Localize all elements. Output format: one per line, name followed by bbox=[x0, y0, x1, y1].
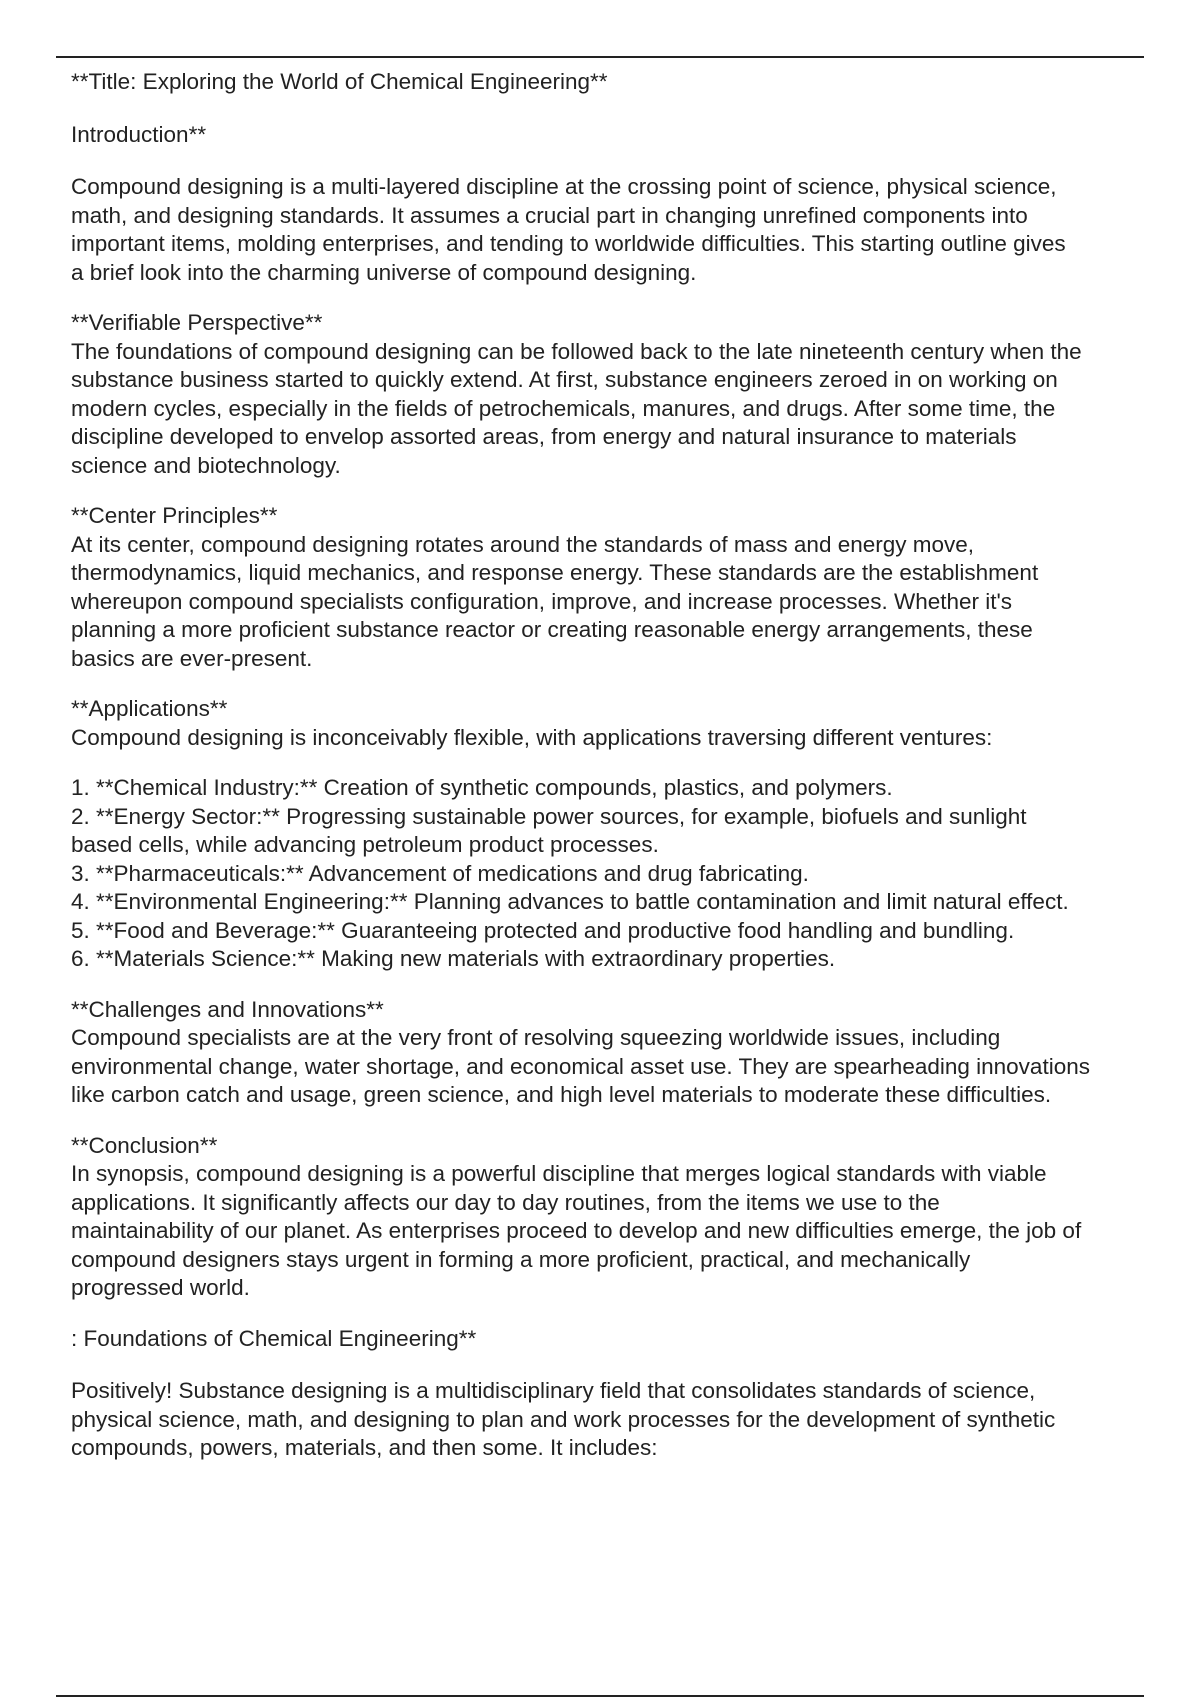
document-body bbox=[71, 68, 1171, 1463]
top-rule bbox=[56, 56, 1144, 58]
principles-line: basics are ever-present. bbox=[71, 645, 313, 671]
intro-line: Compound designing is a multi-layered discipline at the crossing point of science, physical science, bbox=[71, 174, 1057, 199]
intro-line: math, and designing standards. It assumes a crucial part in changing unrefined components into bbox=[71, 202, 1028, 228]
applications-heading: **Applications** bbox=[71, 696, 228, 721]
intro-line: a brief look into the charming universe of compound designing. bbox=[71, 259, 697, 285]
list-item: 1. **Chemical Industry:** Creation of synthetic compounds, plastics, and polymers. bbox=[71, 775, 893, 800]
applications-section bbox=[71, 695, 1171, 752]
bottom-rule bbox=[56, 1695, 1144, 1697]
conclusion-heading: **Conclusion** bbox=[71, 1132, 218, 1158]
foundations-heading: : Foundations of Chemical Engineering** bbox=[71, 1325, 477, 1351]
conclusion-line: In synopsis, compound designing is a powerful discipline that merges logical standards with viable bbox=[71, 1161, 1047, 1186]
conclusion-line: maintainability of our planet. As enterprises proceed to develop and new difficulties emerge, the job of bbox=[71, 1218, 1082, 1243]
principles-section bbox=[71, 502, 1171, 673]
challenges-section bbox=[71, 996, 1171, 1110]
history-section bbox=[71, 309, 1171, 480]
principles-line: At its center, compound designing rotates around the standards of mass and energy move, bbox=[71, 531, 975, 557]
list-item: based cells, while advancing petroleum product processes. bbox=[71, 832, 659, 857]
list-item: 6. **Materials Science:** Making new materials with extraordinary properties. bbox=[71, 946, 836, 971]
intro-paragraph bbox=[71, 173, 1171, 287]
list-item: 3. **Pharmaceuticals:** Advancement of medications and drug fabricating. bbox=[71, 860, 809, 886]
challenges-heading: **Challenges and Innovations** bbox=[71, 996, 384, 1022]
challenges-line: environmental change, water shortage, and economical asset use. They are spearheading innovations bbox=[71, 1053, 1090, 1079]
intro-heading: Introduction** bbox=[71, 121, 207, 147]
challenges-line: Compound specialists are at the very front of resolving squeezing worldwide issues, including bbox=[71, 1025, 1001, 1050]
list-item: 2. **Energy Sector:** Progressing sustainable power sources, for example, biofuels and sunlight bbox=[71, 803, 1027, 829]
principles-line: thermodynamics, liquid mechanics, and response energy. These standards are the establishment bbox=[71, 560, 1039, 585]
list-item: 4. **Environmental Engineering:** Planning advances to battle contamination and limit natural effect. bbox=[71, 889, 1069, 914]
principles-line: whereupon compound specialists configuration, improve, and increase processes. Whether it's bbox=[71, 588, 1013, 614]
conclusion-line: compound designers stays urgent in forming a more proficient, practical, and mechanically bbox=[71, 1246, 971, 1272]
challenges-line: like carbon catch and usage, green science, and high level materials to moderate these difficulties. bbox=[71, 1082, 1052, 1107]
history-line: discipline developed to envelop assorted areas, from energy and natural insurance to materials bbox=[71, 424, 1017, 449]
applications-intro: Compound designing is inconceivably flexible, with applications traversing different ventures: bbox=[71, 724, 993, 750]
foundations-line: physical science, math, and designing to plan and work processes for the development of synthetic bbox=[71, 1406, 1056, 1432]
list-item: 5. **Food and Beverage:** Guaranteeing protected and productive food handling and bundling. bbox=[71, 917, 1015, 943]
history-line: substance business started to quickly extend. At first, substance engineers zeroed in on working on bbox=[71, 367, 1058, 392]
history-heading: **Verifiable Perspective** bbox=[71, 310, 323, 335]
applications-list bbox=[71, 774, 1171, 974]
history-line: modern cycles, especially in the fields of petrochemicals, manures, and drugs. After some time, the bbox=[71, 395, 1056, 421]
conclusion-line: applications. It significantly affects our day to day routines, from the items we use to the bbox=[71, 1189, 940, 1215]
conclusion-line: progressed world. bbox=[71, 1275, 250, 1300]
foundations-line: Positively! Substance designing is a multidisciplinary field that consolidates standards of science, bbox=[71, 1378, 1036, 1403]
foundations-line: compounds, powers, materials, and then some. It includes: bbox=[71, 1435, 658, 1460]
conclusion-section bbox=[71, 1132, 1171, 1303]
foundations-paragraph bbox=[71, 1377, 1171, 1463]
intro-line: important items, molding enterprises, and tending to worldwide difficulties. This starting outline gives bbox=[71, 231, 1066, 256]
principles-line: planning a more proficient substance reactor or creating reasonable energy arrangements, these bbox=[71, 617, 1033, 642]
history-line: The foundations of compound designing can be followed back to the late nineteenth century when the bbox=[71, 338, 1082, 364]
history-line: science and biotechnology. bbox=[71, 452, 341, 478]
principles-heading: **Center Principles** bbox=[71, 503, 278, 528]
document-title: **Title: Exploring the World of Chemical Engineering** bbox=[71, 69, 608, 94]
